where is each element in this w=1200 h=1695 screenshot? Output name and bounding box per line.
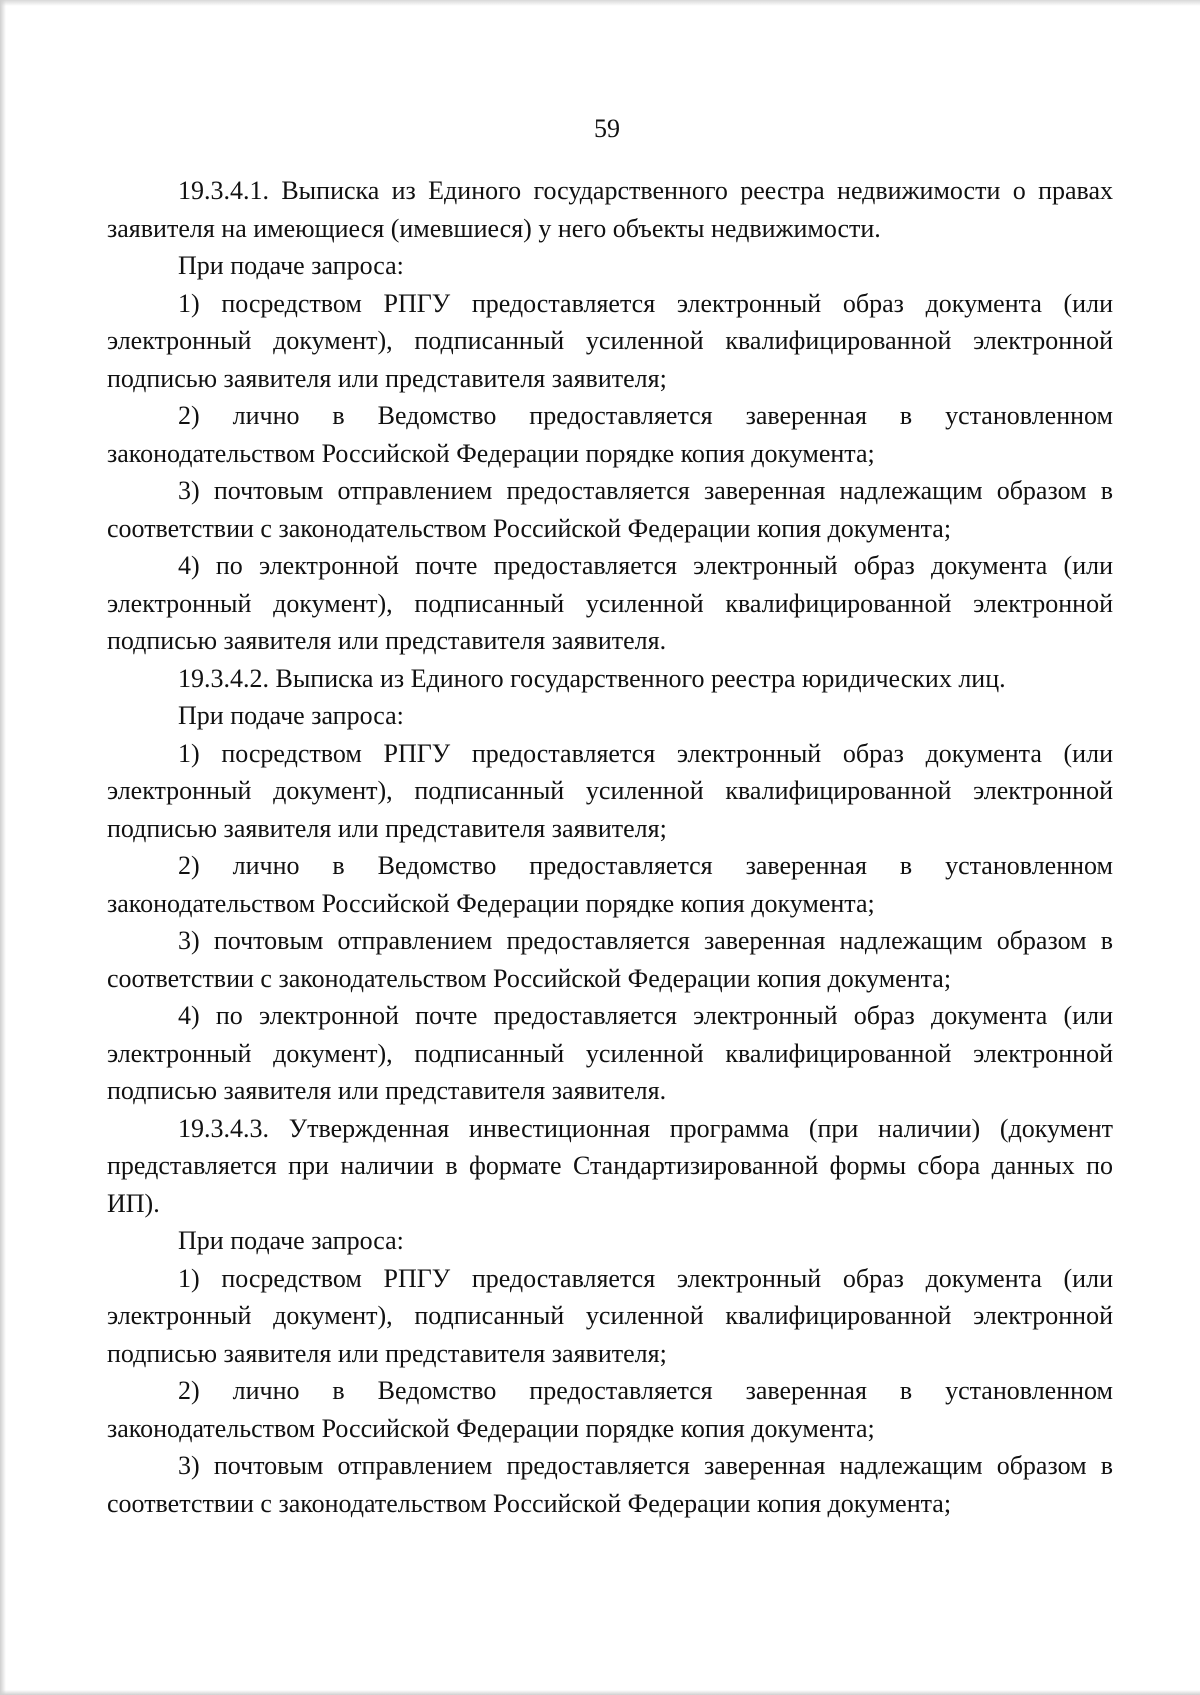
paragraph-19-3-4-2-title: 19.3.4.2. Выписка из Единого государственного реестра юридических лиц. bbox=[178, 663, 1006, 693]
paragraph-submission-intro: При подаче запроса: bbox=[178, 251, 404, 280]
paragraph-item-2-in-person: 2) лично в Ведомство предоставляется заверенная в установленном законодательством Российской Федерации порядке копия документа; bbox=[107, 851, 1113, 918]
scan-edge-left bbox=[0, 0, 6, 1695]
scan-edge-top bbox=[0, 0, 1200, 6]
paragraph-item-4-email: 4) по электронной почте предоставляется электронный образ документа (или электронный документ), подписанный усиленной квалифицированной электронной подписью заявителя или представителя заявителя. bbox=[107, 551, 1113, 655]
paragraph-item-3-postal: 3) почтовым отправлением предоставляется заверенная надлежащим образом в соответствии с законодательством Российской Федерации копия документа; bbox=[107, 926, 1113, 993]
paragraph-item-3-postal: 3) почтовым отправлением предоставляется заверенная надлежащим образом в соответствии с законодательством Российской Федерации копия документа; bbox=[107, 476, 1113, 543]
paragraph-item-1-rpgu: 1) посредством РПГУ предоставляется электронный образ документа (или электронный документ), подписанный усиленной квалифицированной электронной подписью заявителя или представителя заявителя; bbox=[107, 738, 1113, 843]
page-number: 59 bbox=[594, 114, 620, 143]
paragraph-item-2-in-person: 2) лично в Ведомство предоставляется заверенная в установленном законодательством Российской Федерации порядке копия документа; bbox=[107, 1376, 1113, 1443]
paragraph-submission-intro: При подаче запроса: bbox=[178, 701, 404, 730]
paragraph-item-1-rpgu: 1) посредством РПГУ предоставляется электронный образ документа (или электронный документ), подписанный усиленной квалифицированной электронной подписью заявителя или представителя заявителя; bbox=[107, 1263, 1113, 1368]
paragraph-19-3-4-3-title: 19.3.4.3. Утвержденная инвестиционная программа (при наличии) (документ представляется при наличии в формате Стандартизированной формы сбора данных по ИП). bbox=[107, 1113, 1113, 1218]
paragraph-submission-intro: При подаче запроса: bbox=[178, 1226, 404, 1255]
scan-edge-bottom bbox=[0, 1690, 1200, 1695]
paragraph-item-2-in-person: 2) лично в Ведомство предоставляется заверенная в установленном законодательством Российской Федерации порядке копия документа; bbox=[107, 401, 1113, 468]
document-body bbox=[107, 172, 1113, 1522]
paragraph-item-4-email: 4) по электронной почте предоставляется электронный образ документа (или электронный документ), подписанный усиленной квалифицированной электронной подписью заявителя или представителя заявителя. bbox=[107, 1001, 1113, 1105]
paragraph-item-1-rpgu: 1) посредством РПГУ предоставляется электронный образ документа (или электронный документ), подписанный усиленной квалифицированной электронной подписью заявителя или представителя заявителя; bbox=[107, 288, 1113, 393]
paragraph-19-3-4-1-title: 19.3.4.1. Выписка из Единого государственного реестра недвижимости о правах заявителя на имеющиеся (имевшиеся) у него объекты недвижимости. bbox=[107, 176, 1113, 243]
paragraph-item-3-postal: 3) почтовым отправлением предоставляется заверенная надлежащим образом в соответствии с законодательством Российской Федерации копия документа; bbox=[107, 1451, 1113, 1518]
